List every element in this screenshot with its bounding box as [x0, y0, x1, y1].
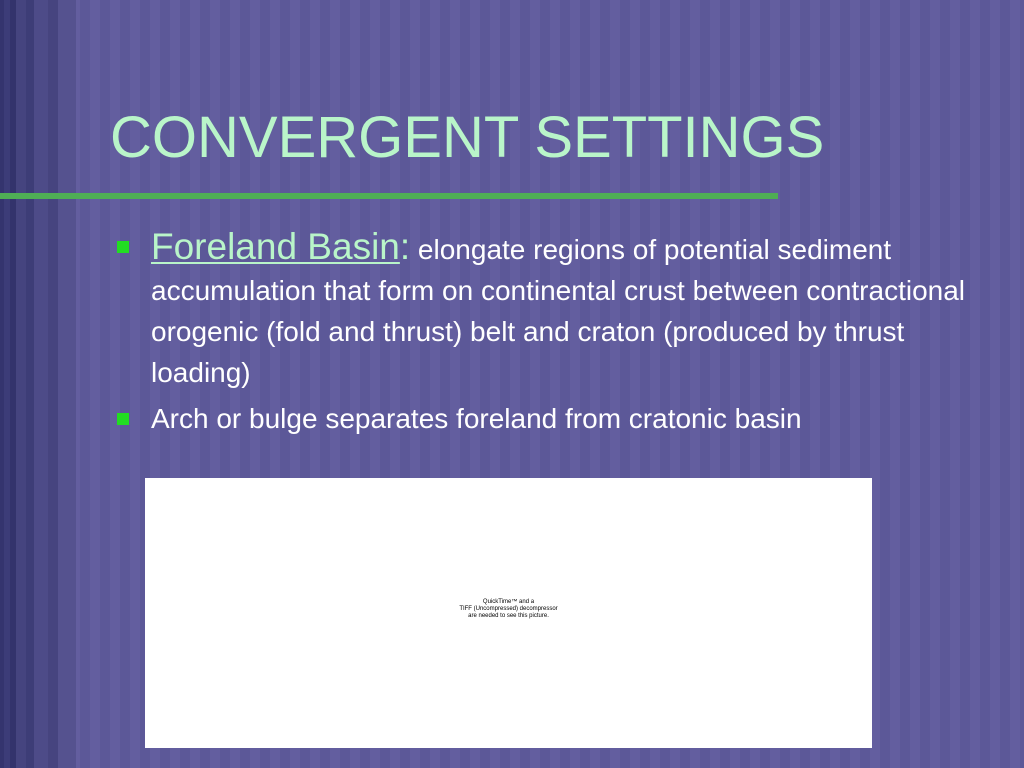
title-divider	[0, 193, 778, 199]
quicktime-notice-line: QuickTime™ and a	[482, 599, 535, 605]
term-foreland-basin: Foreland Basin	[151, 226, 400, 267]
bullet-square-icon	[117, 413, 129, 425]
picture-placeholder	[145, 478, 872, 748]
bullet-text: Arch or bulge separates foreland from cratonic basin	[151, 403, 802, 434]
bullet-item-arch-bulge	[115, 398, 975, 439]
quicktime-notice-line: TIFF (Uncompressed) decompressor	[459, 606, 558, 612]
quicktime-notice	[145, 599, 872, 620]
slide-title: CONVERGENT SETTINGS	[110, 105, 825, 170]
term-definition: elongate regions of potential sediment accumulation that form on continental crust between contractional orogenic (fold and thrust) belt and craton (produced by thrust loading)	[151, 234, 966, 388]
bullet-square-icon	[117, 241, 129, 253]
quicktime-notice-line: are needed to see this picture.	[468, 613, 549, 619]
bullet-list	[115, 226, 975, 439]
bullet-item-foreland-basin	[115, 226, 975, 393]
term-colon: :	[399, 226, 411, 267]
